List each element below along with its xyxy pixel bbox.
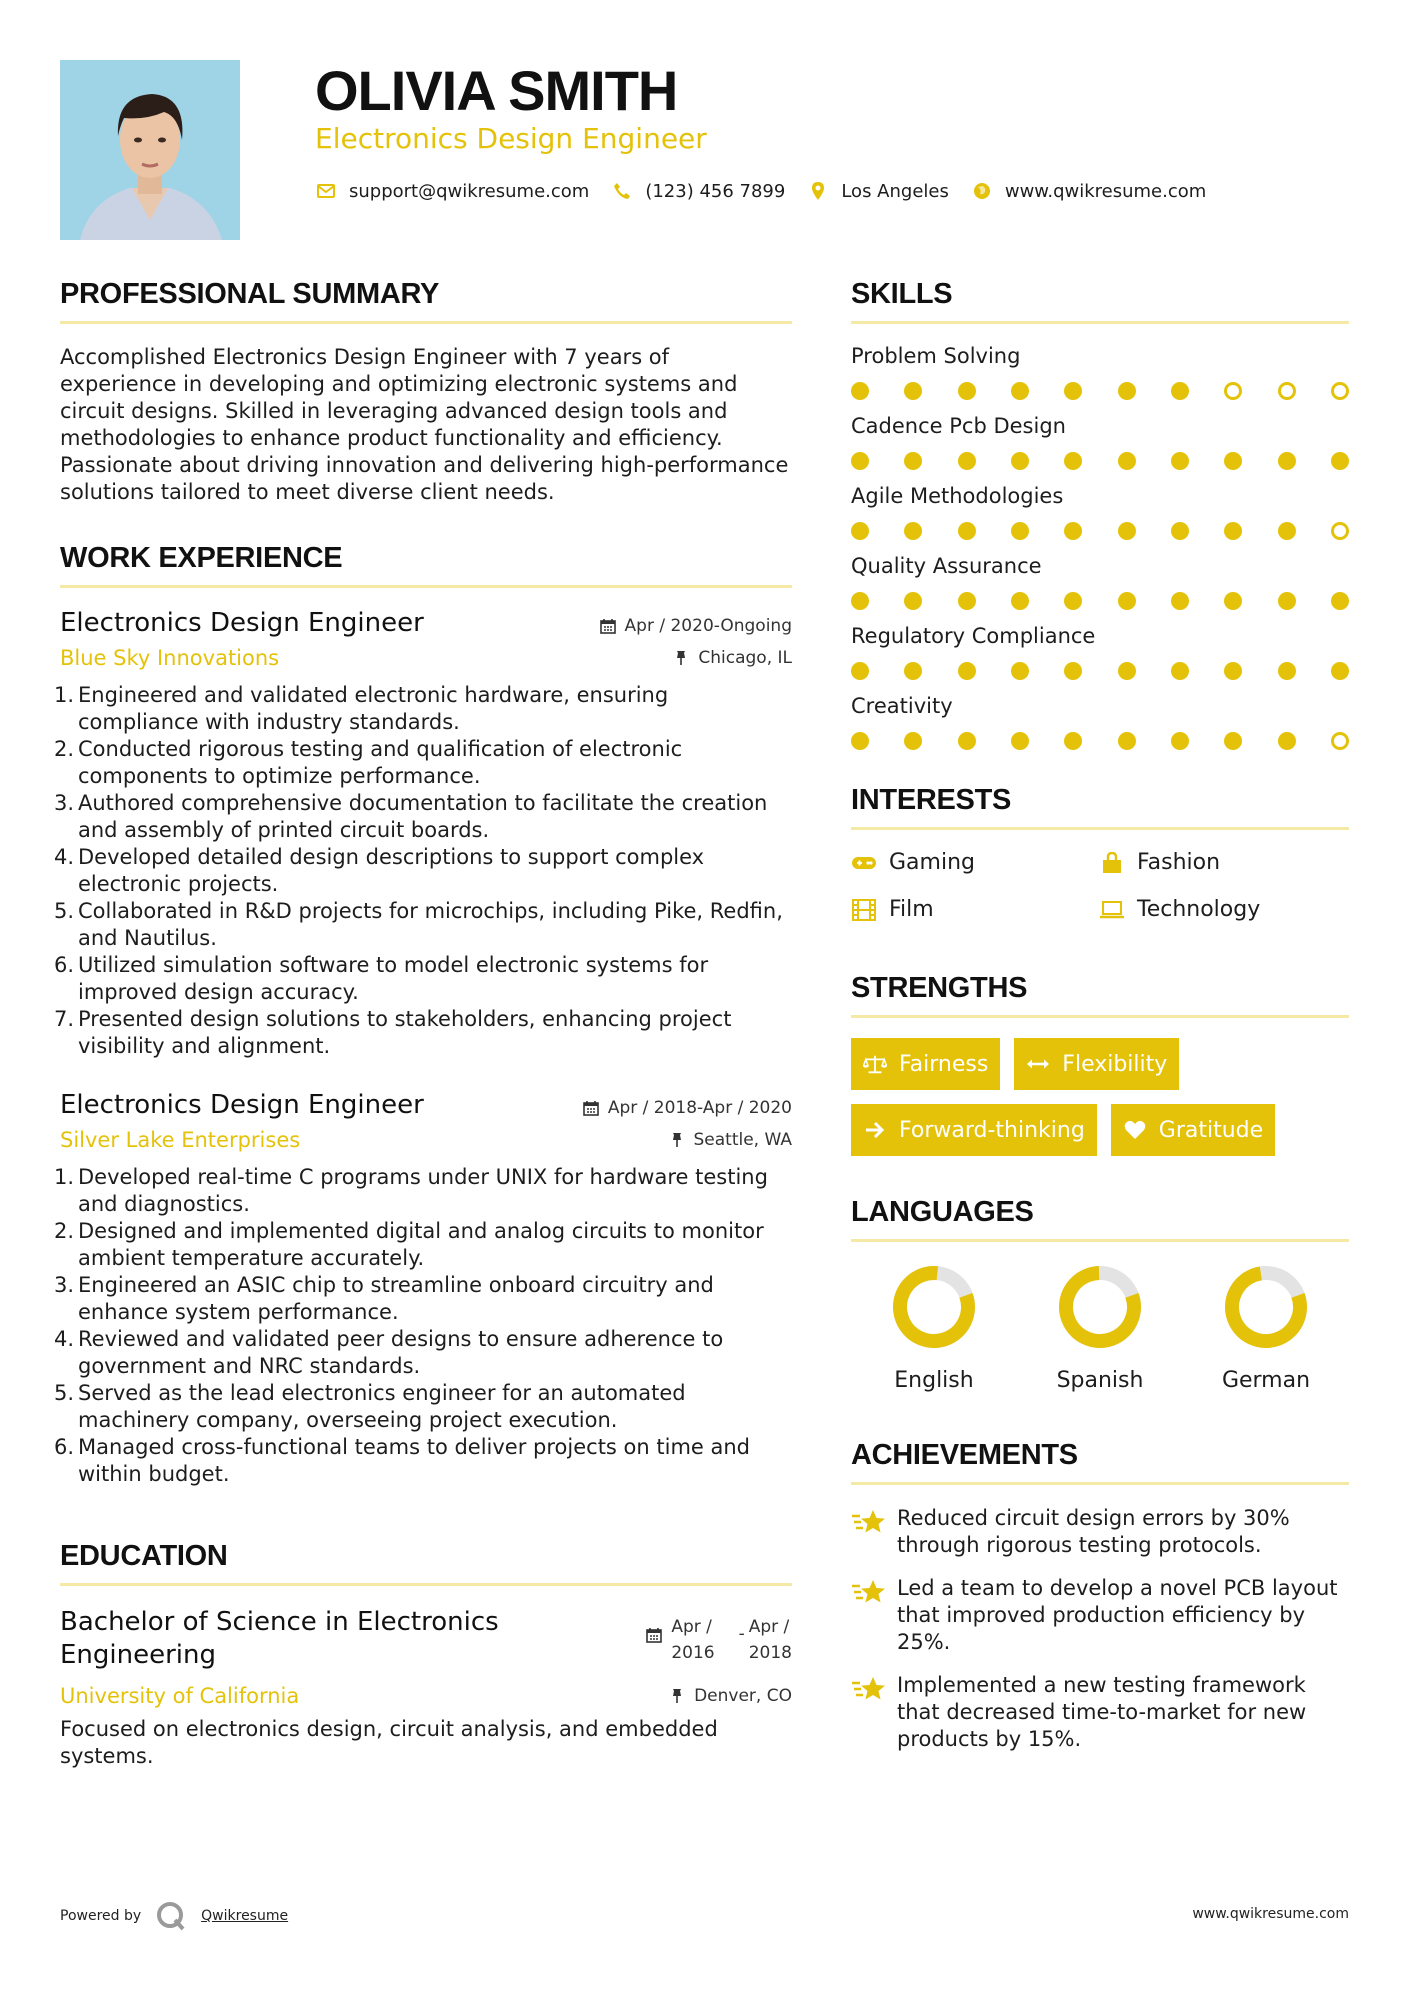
rating-dot-filled <box>851 662 869 680</box>
rating-dot-filled <box>1118 592 1136 610</box>
language-name: German <box>1221 1368 1311 1393</box>
interest-item <box>1099 850 1347 875</box>
bullet-item: 5. Collaborated in R&D projects for microchips, including Pike, Redfin, and Nautilus. <box>54 899 783 950</box>
bullet-item: 7. Presented design solutions to stakeholders, enhancing project visibility and alignment. <box>54 1007 732 1058</box>
bullet-item: 4. Reviewed and validated peer designs to ensure adherence to government and NRC standards. <box>54 1327 724 1378</box>
achievement-item <box>851 1672 1349 1753</box>
rating-dot-filled <box>958 522 976 540</box>
rating-dot-empty <box>1278 382 1296 400</box>
star-icon <box>851 1674 887 1706</box>
degree-title: Bachelor of Science in Electronics Engineering <box>60 1607 499 1670</box>
rating-dot-filled <box>851 382 869 400</box>
skills-list <box>851 344 1349 750</box>
rating-dot-filled <box>1278 452 1296 470</box>
strength-label: Fairness <box>899 1051 989 1077</box>
start-month: Apr / <box>671 1617 712 1637</box>
candidate-name: OLIVIA SMITH <box>315 59 678 122</box>
language-name: English <box>894 1368 974 1393</box>
contact-location <box>807 180 949 202</box>
location-text: Los Angeles <box>841 180 949 202</box>
skill-name: Regulatory Compliance <box>851 624 1096 648</box>
strength-label: Gratitude <box>1158 1117 1264 1143</box>
rating-dot-filled <box>851 592 869 610</box>
interest-label: Gaming <box>889 850 975 875</box>
strength-badge <box>1111 1104 1275 1156</box>
school-name: University of California <box>60 1684 300 1708</box>
education-end <box>749 1614 792 1666</box>
job-title: Electronics Design Engineer <box>60 608 424 638</box>
strengths-section <box>851 972 1349 1156</box>
job-location <box>672 648 792 668</box>
skills-heading: SKILLS <box>851 278 1349 324</box>
rating-dot-filled <box>1118 522 1136 540</box>
strength-badge <box>851 1038 1000 1090</box>
rating-dot-filled <box>1331 662 1349 680</box>
rating-dot-filled <box>851 452 869 470</box>
interest-label: Fashion <box>1137 850 1221 875</box>
job-date <box>582 1098 792 1118</box>
experience-heading: WORK EXPERIENCE <box>60 542 792 588</box>
bullet-item: 6. Utilized simulation software to model electronic systems for improved design accuracy. <box>54 953 709 1004</box>
laptop-icon <box>1099 899 1125 921</box>
rating-dot-filled <box>904 662 922 680</box>
rating-dot-filled <box>1011 592 1029 610</box>
candidate-title: Electronics Design Engineer <box>315 122 707 155</box>
skills-section <box>851 278 1349 750</box>
pushpin-icon <box>672 649 690 667</box>
bullet-item: 6. Managed cross-functional teams to deliver projects on time and within budget. <box>54 1435 750 1486</box>
school-location <box>668 1686 792 1706</box>
summary-section <box>60 278 792 506</box>
rating-dot-filled <box>1118 662 1136 680</box>
footer-powered <box>60 1900 288 1932</box>
skill-name: Quality Assurance <box>851 554 1042 578</box>
achievement-text: Implemented a new testing framework that decreased time-to-market for new products by 15%. <box>897 1673 1307 1751</box>
skill-name: Agile Methodologies <box>851 484 1064 508</box>
rating-dot-filled <box>1331 452 1349 470</box>
skill-item <box>851 554 1349 610</box>
star-icon <box>851 1507 887 1539</box>
contact-phone[interactable] <box>611 180 785 202</box>
calendar-icon <box>582 1099 600 1117</box>
achievement-text: Led a team to develop a novel PCB layout that improved production efficiency by 25%. <box>897 1576 1338 1654</box>
end-month: Apr / <box>748 1617 790 1637</box>
rating-dot-filled <box>1064 662 1082 680</box>
language-ring <box>889 1262 979 1352</box>
job-location <box>668 1130 793 1150</box>
rating-dot-filled <box>1278 732 1296 750</box>
end-year: 2018 <box>748 1643 792 1663</box>
skill-name: Problem Solving <box>851 344 1021 368</box>
languages-heading: LANGUAGES <box>851 1196 1349 1242</box>
envelope-icon <box>315 180 337 202</box>
gamepad-icon <box>851 852 877 874</box>
language-ring <box>1221 1262 1311 1352</box>
education-section <box>60 1540 792 1770</box>
rating-dot-filled <box>1171 662 1189 680</box>
skill-rating <box>851 522 1349 540</box>
rating-dot-filled <box>1064 452 1082 470</box>
skill-item <box>851 694 1349 750</box>
rating-dot-filled <box>1064 382 1082 400</box>
rating-dot-filled <box>1278 662 1296 680</box>
language-ring <box>1055 1262 1145 1352</box>
achievement-item <box>851 1575 1349 1656</box>
bullet-item: 4. Developed detailed design descriptions to support complex electronic projects. <box>54 845 705 896</box>
rating-dot-filled <box>958 592 976 610</box>
rating-dot-filled <box>904 452 922 470</box>
job-title: Electronics Design Engineer <box>60 1090 424 1120</box>
skill-item <box>851 624 1349 680</box>
school-location-text: Denver, CO <box>694 1686 792 1706</box>
bullet-item: 5. Served as the lead electronics engineer for an automated machinery company, overseeing project execution. <box>54 1381 686 1432</box>
company-name: Blue Sky Innovations <box>60 646 280 670</box>
achievements-heading: ACHIEVEMENTS <box>851 1439 1349 1485</box>
rating-dot-filled <box>1064 592 1082 610</box>
language-item <box>1017 1262 1183 1393</box>
bullet-item: 2. Conducted rigorous testing and qualification of electronic components to optimize performance. <box>54 737 683 788</box>
skill-rating <box>851 662 1349 680</box>
rating-dot-filled <box>1064 522 1082 540</box>
interest-item <box>851 850 1099 875</box>
rating-dot-filled <box>1171 592 1189 610</box>
map-pin-icon <box>807 180 829 202</box>
rating-dot-filled <box>1118 382 1136 400</box>
rating-dot-filled <box>958 382 976 400</box>
powered-by-text: Powered by <box>60 1908 142 1924</box>
interests-heading: INTERESTS <box>851 784 1349 830</box>
date-dash: - <box>738 1624 745 1644</box>
rating-dot-filled <box>851 522 869 540</box>
languages-list <box>851 1262 1349 1393</box>
rating-dot-filled <box>904 522 922 540</box>
job-date <box>599 616 792 636</box>
left-column <box>54 278 792 1770</box>
interest-item <box>1099 897 1347 922</box>
rating-dot-filled <box>1118 452 1136 470</box>
language-item <box>851 1262 1017 1393</box>
globe-icon <box>971 180 993 202</box>
phone-text: (123) 456 7899 <box>645 180 786 202</box>
job-entry <box>54 608 792 1060</box>
phone-icon <box>611 180 633 202</box>
rating-dot-filled <box>904 592 922 610</box>
strength-badge <box>1014 1038 1179 1090</box>
rating-dot-filled <box>1011 662 1029 680</box>
rating-dot-filled <box>851 732 869 750</box>
education-start <box>671 1614 714 1666</box>
achievement-item <box>851 1505 1349 1559</box>
start-year: 2016 <box>671 1643 715 1663</box>
job-entry <box>54 1090 792 1488</box>
languages-section <box>851 1196 1349 1393</box>
job-date-text: Apr / 2020-Ongoing <box>624 616 792 636</box>
rating-dot-filled <box>1278 522 1296 540</box>
rating-dot-filled <box>904 382 922 400</box>
rating-dot-filled <box>1224 662 1242 680</box>
rating-dot-filled <box>1011 382 1029 400</box>
interests-section <box>851 784 1349 922</box>
bullet-item: 3. Authored comprehensive documentation to facilitate the creation and assembly of printed circuit boards. <box>54 791 768 842</box>
job-location-text: Chicago, IL <box>698 648 792 668</box>
skill-rating <box>851 452 1349 470</box>
language-item <box>1183 1262 1349 1393</box>
skill-name: Creativity <box>851 694 953 718</box>
education-text: Focused on electronics design, circuit analysis, and embedded systems. <box>60 1717 718 1768</box>
contact-website[interactable] <box>971 180 1206 202</box>
rating-dot-filled <box>958 732 976 750</box>
email-text: support@qwikresume.com <box>349 180 590 202</box>
strength-label: Forward-thinking <box>899 1117 1085 1143</box>
rating-dot-filled <box>1171 452 1189 470</box>
rating-dot-filled <box>958 452 976 470</box>
rating-dot-filled <box>1224 522 1242 540</box>
right-column <box>851 278 1349 1769</box>
heart-icon <box>1123 1118 1147 1142</box>
bullet-item: 3. Engineered an ASIC chip to streamline onboard circuitry and enhance system performance. <box>54 1273 714 1324</box>
profile-photo <box>60 60 240 240</box>
qwikresume-link[interactable]: Qwikresume <box>201 1908 289 1924</box>
interest-label: Film <box>889 897 934 922</box>
bullet-item: 1. Engineered and validated electronic hardware, ensuring compliance with industry standards. <box>54 683 669 734</box>
skill-item <box>851 484 1349 540</box>
skill-rating <box>851 592 1349 610</box>
skill-name: Cadence Pcb Design <box>851 414 1066 438</box>
language-name: Spanish <box>1056 1368 1144 1393</box>
summary-heading: PROFESSIONAL SUMMARY <box>60 278 792 324</box>
rating-dot-filled <box>1171 732 1189 750</box>
achievement-text: Reduced circuit design errors by 30% through rigorous testing protocols. <box>897 1506 1290 1557</box>
balance-scale-icon <box>863 1052 887 1076</box>
strength-label: Flexibility <box>1062 1051 1168 1077</box>
interest-label: Technology <box>1137 897 1261 922</box>
education-heading: EDUCATION <box>60 1540 792 1586</box>
language-ring-fill <box>890 1263 977 1350</box>
skill-item <box>851 344 1349 400</box>
star-icon <box>851 1577 887 1609</box>
rating-dot-filled <box>1224 732 1242 750</box>
achievements-section <box>851 1439 1349 1753</box>
profile-photo-illustration <box>60 60 240 240</box>
rating-dot-filled <box>1064 732 1082 750</box>
interest-item <box>851 897 1099 922</box>
rating-dot-empty <box>1224 382 1242 400</box>
website-text: www.qwikresume.com <box>1004 180 1207 202</box>
qwikresume-logo-icon <box>155 1900 187 1932</box>
rating-dot-empty <box>1331 522 1349 540</box>
skill-item <box>851 414 1349 470</box>
job-date-text: Apr / 2018-Apr / 2020 <box>607 1098 792 1118</box>
rating-dot-filled <box>1171 382 1189 400</box>
calendar-icon <box>645 1626 663 1644</box>
strengths-heading: STRENGTHS <box>851 972 1349 1018</box>
rating-dot-filled <box>1011 522 1029 540</box>
job-bullets <box>54 1164 792 1488</box>
footer-site[interactable]: www.qwikresume.com <box>1192 1906 1349 1922</box>
job-bullets <box>54 682 792 1060</box>
rating-dot-filled <box>1011 732 1029 750</box>
company-name: Silver Lake Enterprises <box>60 1128 301 1152</box>
film-icon <box>851 899 877 921</box>
rating-dot-filled <box>1118 732 1136 750</box>
arrows-horizontal-icon <box>1026 1052 1050 1076</box>
rating-dot-filled <box>958 662 976 680</box>
bullet-item: 2. Designed and implemented digital and analog circuits to monitor ambient temperature accurately. <box>54 1219 764 1270</box>
education-dates <box>645 1614 792 1666</box>
arrow-right-icon <box>863 1118 887 1142</box>
rating-dot-filled <box>1278 592 1296 610</box>
shopping-bag-icon <box>1099 852 1125 874</box>
summary-text: Accomplished Electronics Design Engineer with 7 years of experience in developing and optimizing electronic systems and circuit designs. Skilled in leveraging advanced design tools and methodologies to enhance product functionality and efficiency. Passionate about driving innovation and delivering high-performance solutions tailored to meet diverse client needs. <box>60 345 789 504</box>
skill-rating <box>851 732 1349 750</box>
rating-dot-filled <box>904 732 922 750</box>
experience-section <box>54 542 792 1488</box>
strength-badge <box>851 1104 1097 1156</box>
rating-dot-filled <box>1224 592 1242 610</box>
pushpin-icon <box>668 1131 686 1149</box>
calendar-icon <box>599 617 617 635</box>
contact-bar <box>315 180 1228 202</box>
rating-dot-empty <box>1331 732 1349 750</box>
rating-dot-filled <box>1224 452 1242 470</box>
pushpin-icon <box>668 1687 686 1705</box>
contact-email[interactable] <box>315 180 589 202</box>
rating-dot-filled <box>1331 592 1349 610</box>
rating-dot-filled <box>1011 452 1029 470</box>
rating-dot-filled <box>1171 522 1189 540</box>
job-location-text: Seattle, WA <box>693 1130 792 1150</box>
bullet-item: 1. Developed real-time C programs under UNIX for hardware testing and diagnostics. <box>54 1165 768 1216</box>
rating-dot-empty <box>1331 382 1349 400</box>
skill-rating <box>851 382 1349 400</box>
